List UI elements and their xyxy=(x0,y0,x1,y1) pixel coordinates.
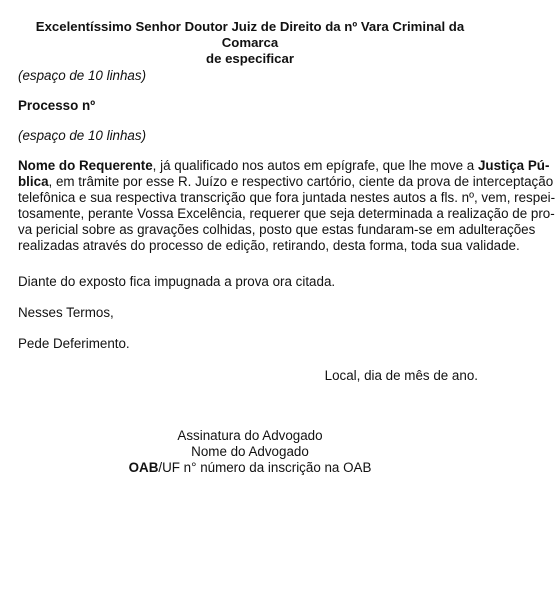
body-line-3: telefônica e sua respectiva transcrição que fora juntada nestes autos a fls. nº, vem, respei- xyxy=(18,190,555,205)
closing-2-text: Pede Deferimento. xyxy=(18,336,130,351)
oab-label: OAB xyxy=(128,460,159,475)
conclusion xyxy=(18,274,335,290)
conclusion-text: Diante do exposto fica impugnada a prova ora citada. xyxy=(18,274,336,289)
justica-publica-end: blica xyxy=(18,174,49,189)
document-title xyxy=(20,19,480,67)
title-line-2: de especificar xyxy=(206,51,294,66)
body-paragraph xyxy=(18,158,555,254)
spacing-note-2 xyxy=(18,128,146,144)
body-line-2 xyxy=(18,174,554,190)
body-line-1 xyxy=(18,158,550,174)
title-line-1: Excelentíssimo Senhor Doutor Juiz de Direito da nº Vara Criminal da Comarca xyxy=(35,19,465,50)
signature-line: Assinatura do Advogado xyxy=(177,428,323,443)
place-date-text: Local, dia de mês de ano. xyxy=(324,368,478,383)
spacing-note-1-text: (espaço de 10 linhas) xyxy=(18,68,147,83)
body-line-1-text: , já qualificado nos autos em epígrafe, que lhe move a xyxy=(152,158,478,173)
place-and-date xyxy=(325,368,478,384)
body-line-6: realizadas através do processo de edição, retirando, desta forma, toda sua validade. xyxy=(18,238,520,253)
closing-nesses-termos xyxy=(18,305,114,321)
lawyer-name: Nome do Advogado xyxy=(191,444,309,459)
closing-1-text: Nesses Termos, xyxy=(18,305,114,320)
oab-text: /UF n° número da inscrição na OAB xyxy=(158,460,372,475)
body-line-4: tosamente, perante Vossa Excelência, requerer que seja determinada a realização de pro- xyxy=(18,206,555,221)
spacing-note-2-text: (espaço de 10 linhas) xyxy=(18,128,147,143)
body-line-2-text: , em trâmite por esse R. Juízo e respectivo cartório, ciente da prova de interceptação xyxy=(48,174,554,189)
process-label xyxy=(18,98,95,114)
signature-block xyxy=(0,428,500,476)
closing-pede-deferimento xyxy=(18,336,130,352)
spacing-note-1 xyxy=(18,68,146,84)
body-line-5: va pericial sobre as gravações colhidas, posto que estas fundaram-se em adulterações xyxy=(18,222,536,237)
oab-registration xyxy=(0,460,500,476)
justica-publica-start: Justiça Pú- xyxy=(477,158,550,173)
requerente-name: Nome do Requerente xyxy=(18,158,153,173)
process-label-text: Processo nº xyxy=(18,98,96,113)
